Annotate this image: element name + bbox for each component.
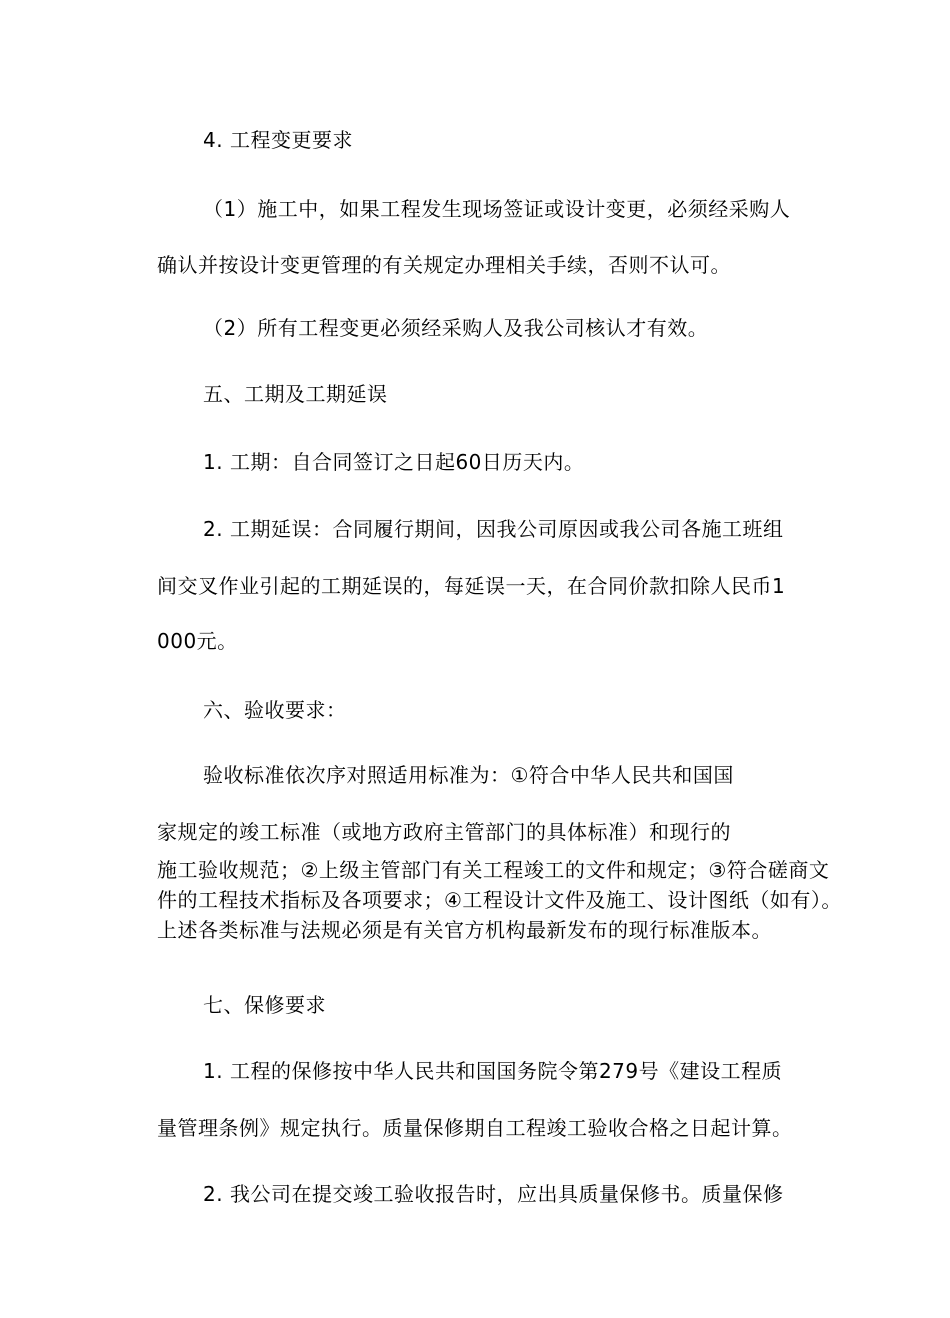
heading-schedule: 五、工期及工期延误 <box>203 382 388 406</box>
paragraph-line: （2）所有工程变更必须经采购人及我公司核认才有效。 <box>203 316 709 340</box>
heading-engineering-change: 4. 工程变更要求 <box>203 128 353 152</box>
paragraph-line: 量管理条例》规定执行。质量保修期自工程竣工验收合格之日起计算。 <box>157 1116 793 1140</box>
heading-warranty: 七、保修要求 <box>203 993 326 1017</box>
paragraph-line: 1. 工期：自合同签订之日起60日历天内。 <box>203 450 585 474</box>
heading-acceptance: 六、验收要求： <box>203 698 347 722</box>
paragraph-line: 1. 工程的保修按中华人民共和国国务院令第279号《建设工程质 <box>203 1059 783 1083</box>
paragraph-line: 验收标准依次序对照适用标准为：①符合中华人民共和国国 <box>203 763 734 787</box>
paragraph-line: 家规定的竣工标准（或地方政府主管部门的具体标准）和现行的 <box>157 820 731 844</box>
paragraph-line: 2. 我公司在提交竣工验收报告时，应出具质量保修书。质量保修 <box>203 1182 784 1206</box>
paragraph-line: （1）施工中，如果工程发生现场签证或设计变更，必须经采购人 <box>203 197 791 221</box>
acceptance-standards-paragraph: 施工验收规范；②上级主管部门有关工程竣工的文件和规定；③符合磋商文件的工程技术指标及各项要求；④工程设计文件及施工、设计图纸（如有）。上述各类标准与法规必须是有关官方机构最新发布的现行标准版本。 <box>157 858 842 942</box>
paragraph-line: 000元。 <box>157 629 238 653</box>
paragraph-line: 确认并按设计变更管理的有关规定办理相关手续，否则不认可。 <box>157 253 731 277</box>
paragraph-line: 2. 工期延误：合同履行期间，因我公司原因或我公司各施工班组 <box>203 517 784 541</box>
paragraph-line: 间交叉作业引起的工期延误的，每延误一天，在合同价款扣除人民币1 <box>157 574 786 598</box>
